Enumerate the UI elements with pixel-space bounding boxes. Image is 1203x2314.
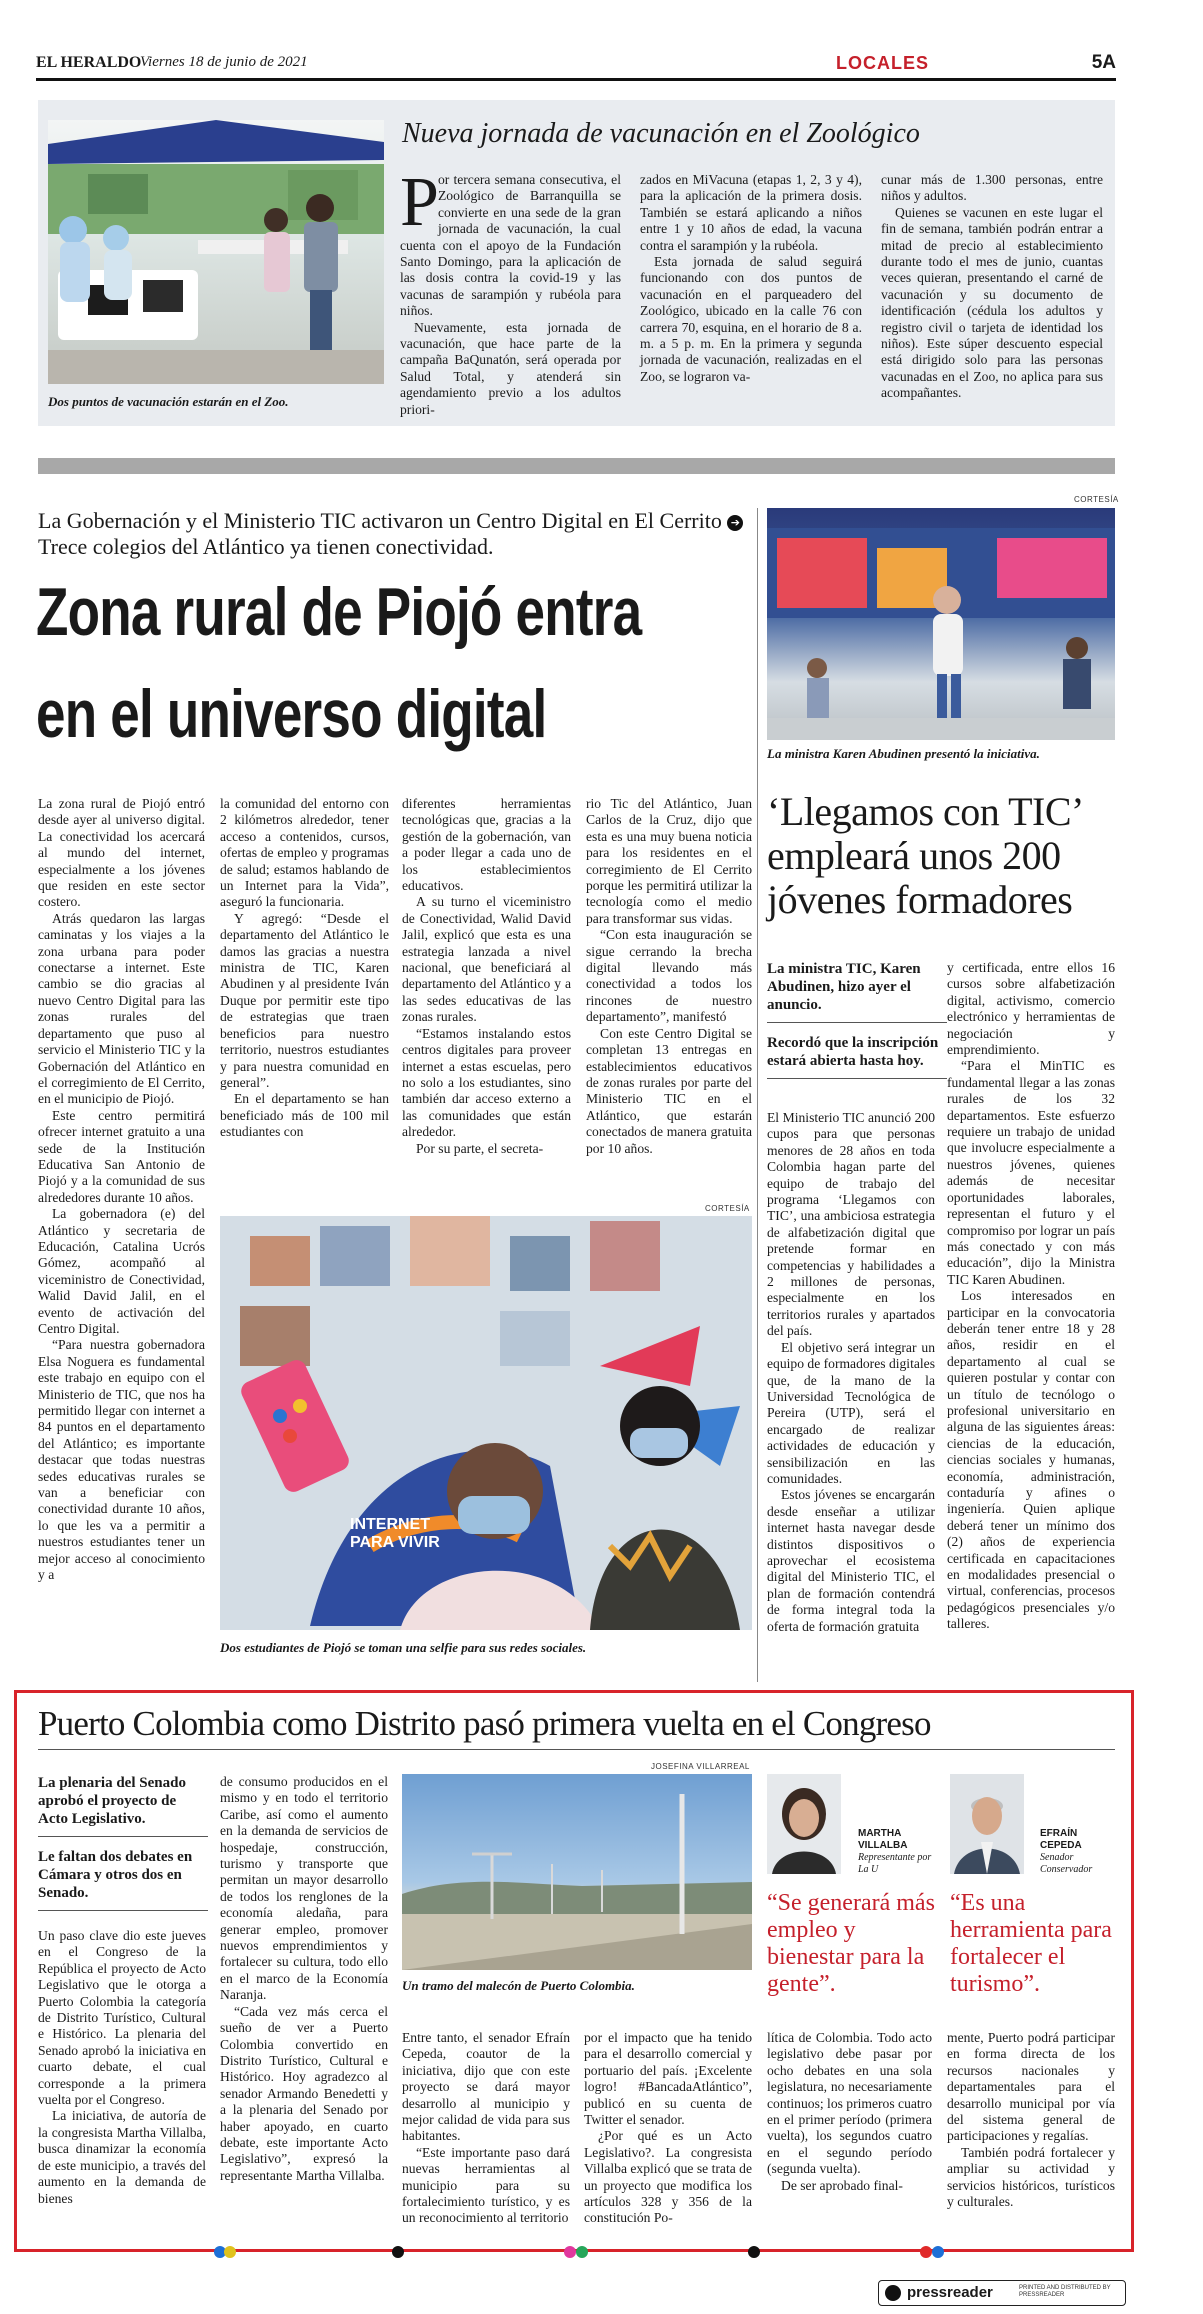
puerto-col-5 — [767, 2030, 932, 2194]
puerto-col3-p1: Entre tanto, el senador Efraín Cepeda, coautor de la iniciativa, dijo que con este proyecto se dará mayor desarrollo al municipio y mejor calidad de vida para sus habitantes. — [402, 2030, 570, 2144]
tic-col-1 — [767, 1110, 935, 1635]
piojo-col4-p3: Con este Centro Digital se completan 13 entregas en establecimientos educativos de zonas rurales por parte del Ministerio TIC en el Atlántico, que estarán conectados de manera gratuita por 10 años. — [586, 1025, 752, 1156]
puerto-photo-credit: JOSEFINA VILLARREAL — [651, 1762, 750, 1771]
zoo-col2-p2: Esta jornada de salud seguirá funcionando con dos puntos de vacunación en el parqueadero del Zoológico, ubicado en la calle 76 con carrera 70, esquina, en el horario de 8 a. m. a 5 p. m. En la primera y segunda jornada de vacunación, realizadas en el Zoo, se lograron va- — [640, 254, 862, 384]
page-number: 5A — [1091, 52, 1116, 73]
registration-dot — [564, 2246, 576, 2258]
puerto-col-1 — [38, 1928, 206, 2207]
puerto-col2-p2: “Cada vez más cerca el sueño de ver a Puerto Colombia convertido en Distrito Turístico, Cultural e Histórico. Hoy agradezco al senador Armando Benedetti y a la plenaria del Senado por haber apoyado, en cuarto debate, este importante Acto Legislativo”, expresó la representante Martha Villalba. — [220, 2003, 388, 2183]
piojo-col3-p4: Por su parte, el secreta- — [416, 1140, 544, 1156]
tic-headline: ‘Llegamos con TIC’ empleará unos 200 jóvenes formadores — [767, 789, 1081, 922]
puerto-col1-p1: Un paso clave dio este jueves en el Congreso de la República el proyecto de Acto Legislativo que le otorga a Puerto Colombia la categoría de Distrito Turístico, Cultural e Histórico. La plenaria del Senado aprobó la iniciativa en cuarto debate, el cual corresponde a la primera vuelta por el Congreso. — [38, 1928, 206, 2108]
piojo-col1-p2: Atrás quedaron las largas caminatas y los viajes a la zona urbana para poder conectarse a internet. Este cambio se dio gracias al nuevo Centro Digital para las zonas rurales del departamento que puso al servicio el Ministerio TIC y la Gobernación del Atlántico en el corregimiento de El Cerrito, en el municipio de Piojó. — [38, 910, 205, 1107]
piojo-col3-p2: A su turno el viceministro de Conectividad, Walid David Jalil, explicó que esta es una estrategia lanzada a nivel nacional, que beneficiará al departamento del Atlántico y a las sedes educativas de las zonas rurales. — [402, 894, 571, 1025]
piojo-col-3 — [402, 796, 571, 1157]
masthead — [36, 50, 1116, 81]
zoo-title: Nueva jornada de vacunación en el Zoológico — [402, 118, 920, 149]
pressreader-icon — [885, 2285, 901, 2301]
cepeda-role: Senador Conservador — [1040, 1852, 1093, 1875]
tic-lead-1: La ministra TIC, Karen Abudinen, hizo ayer el anuncio. — [767, 960, 947, 1023]
piojo-col3-p3: “Estamos instalando estos centros digitales para proveer internet a estas escuelas, pero no solo a los estudiantes, sino también dar acceso externo a las comunidades que están alrededor. — [402, 1025, 571, 1140]
piojo-col2-p1: la comunidad del entorno con 2 kilómetros alrededor, tener acceso a contenidos, cursos, ofertas de empleo y programas de salud; estamos hablando de un Internet para la Vida”, aseguró la funcionaria. — [220, 796, 389, 910]
puerto-col3-p2: “Este importante paso dará nuevas herramientas al municipio para su fortalecimiento turístico, y es un reconocimiento al territorio — [402, 2144, 570, 2226]
villalba-photo — [767, 1774, 841, 1874]
minister-photo — [767, 508, 1115, 740]
registration-dot — [224, 2246, 236, 2258]
villalba-quote: “Se generará más empleo y bienestar para la gente”. — [767, 1890, 935, 1997]
puerto-col1-p2: La iniciativa, de autoría de la congresista Martha Villalba, busca dinamizar la economía de este municipio, a través del aumento en la demanda de bienes — [38, 2108, 206, 2206]
zoo-col2-p1: zados en MiVacuna (etapas 1, 2, 3 y 4), para la aplicación de la primera dosis. También se estará aplicando a niños entre 1 y 10 años de edad, la vacuna contra el sarampión y la rubéola. — [640, 172, 862, 253]
registration-marks — [0, 2244, 1203, 2260]
registration-dot — [392, 2246, 404, 2258]
puerto-col-2 — [220, 1774, 388, 2184]
registration-dot — [920, 2246, 932, 2258]
piojo-headline-1: Zona rural de Piojó entra — [36, 574, 642, 650]
piojo-kicker — [38, 508, 756, 560]
zoo-col-3 — [881, 172, 1103, 402]
minister-caption: La ministra Karen Abudinen presentó la iniciativa. — [767, 746, 1040, 761]
villalba-name: MARTHA VILLALBA — [858, 1828, 908, 1851]
arrow-circle-icon: ➔ — [727, 515, 743, 531]
zoo-col1-p1: or tercera semana consecutiva, el Zoológico de Barranquilla se convierte en una sede de la gran jornada de vacunación, la cual cuenta con el apoyo de la Fundación Santo Domingo, para la aplicación de las dosis contra la covid-19 y las vacunas de sarampión y rubéola para niños. — [400, 172, 621, 319]
piojo-col-1 — [38, 796, 205, 1584]
zoo-panel — [38, 100, 1115, 426]
puerto-lead-2: Le faltan dos debates en Cámara y otros dos en Senado. — [38, 1848, 208, 1911]
registration-dot — [576, 2246, 588, 2258]
zoo-col-2 — [640, 172, 862, 385]
registration-dot — [932, 2246, 944, 2258]
piojo-credit-top: CORTESÍA — [1074, 495, 1119, 504]
zoo-photo — [48, 120, 384, 384]
cepeda-name: EFRAÍN CEPEDA — [1040, 1828, 1082, 1851]
piojo-kicker-a: La Gobernación y el Ministerio TIC activaron un Centro Digital en El Cerrito — [38, 508, 722, 533]
selfie-photo — [220, 1216, 752, 1630]
puerto-col2-p1: de consumo producidos en el mismo y en todo el territorio Caribe, así como el aumento en la demanda de servicios de hospedaje, construcción, turismo y transporte que permitan un mayor desarrollo de todos los renglones de la economía aledaña, para generar empleo, promover nuevos emprendimientos y fortalecer su cultura, todo ello en el marco de la Economía Naranja. — [220, 1774, 388, 2003]
piojo-credit-mid: CORTESÍA — [705, 1204, 750, 1213]
puerto-col5-p2: De ser aprobado final- — [781, 2177, 903, 2193]
puerto-rule — [38, 1749, 1115, 1750]
selfie-caption: Dos estudiantes de Piojó se toman una selfie para sus redes sociales. — [220, 1640, 587, 1655]
puerto-col-6 — [947, 2030, 1115, 2210]
piojo-col1-p4: La gobernadora (e) del Atlántico y secretaria de Educación, Catalina Ucrós Gómez, acompañó al viceministro de Conectividad, Walid David Jalil, en el evento de activación del Centro Digital. — [38, 1206, 205, 1336]
piojo-col1-p5: “Para nuestra gobernadora Elsa Noguera es fundamental este trabajo en equipo con el Ministerio de TIC, que nos ha permitido llegar con internet a 84 puntos en el departamento del Atlántico; es importante destacar que todas nuestras sedes educativas rurales se van a beneficiar con conectividad durante 10 años, lo que les va a permitir a nuestros estudiantes tener un mejor acceso al conocimiento y a — [38, 1337, 205, 1583]
cepeda-quote: “Es una herramienta para fortalecer el turismo”. — [950, 1890, 1112, 1997]
puerto-col-4 — [584, 2030, 752, 2227]
registration-dot — [748, 2246, 760, 2258]
piojo-vrule — [757, 508, 758, 1682]
malecon-caption: Un tramo del malecón de Puerto Colombia. — [402, 1978, 635, 1993]
tic-col1-p1: El Ministerio TIC anunció 200 cupos para que personas menores de 28 años en toda Colombia hagan parte del equipo de trabajo del programa ‘Llegamos con TIC’, una ambiciosa estrategia de alfabetización digital que pretende formar en competencias y habilidades a 2 millones de personas, especialmente en los territorios rurales y apartados del país. — [767, 1110, 935, 1339]
piojo-col4-p2: “Con esta inauguración se sigue cerrando la brecha digital llevando más conectividad a todos los rincones de nuestro departamento”, manifestó — [586, 927, 752, 1025]
puerto-col6-p1: mente, Puerto podrá participar en forma directa de los recursos nacionales y departamentales para el desarrollo municipal por vía del sistema general de participaciones y regalías. — [947, 2030, 1115, 2144]
puerto-lead-1: La plenaria del Senado aprobó el proyecto de Acto Legislativo. — [38, 1774, 208, 1837]
piojo-col2-p2: Y agregó: “Desde el departamento del Atlántico le damos las gracias a nuestra ministra de TIC, Karen Abudinen y al presidente Iván Duque por permitir este tipo de estrategias que traen beneficios para nuestro territorio, nuestros estudiantes y para nuestra comunidad en general”. — [220, 910, 389, 1090]
zoo-col3-p2: Quienes se vacunen en este lugar el fin de semana, también podrán entrar a mitad de precio al establecimiento durante todo el mes de junio, cuantas veces quieran, presentando el carné de vacunación y su documento de identificación (cédula los adultos y registro civil o tarjeta de identidad los niños). Este súper descuento especial está dirigido solo para las personas vacunadas en el Zoo, no aplica para sus acompañantes. — [881, 204, 1103, 401]
piojo-col1-p1: La zona rural de Piojó entró desde ayer al universo digital. La conectividad los acercará al mundo del internet, especialmente a los jóvenes que residen en este sector costero. — [38, 796, 205, 910]
pressreader-brand: pressreader — [907, 2284, 993, 2301]
pressreader-badge[interactable] — [878, 2280, 1126, 2306]
tic-col2-p3: Los interesados en participar en la convocatoria deberán tener entre 18 y 28 años, residir en el departamento al cual se quieren postular y contar con un título de tecnólogo o profesional universitario en alguna de las siguientes áreas: ciencias de la educación, ciencias sociales y humanas, economía, administración, contaduría y afines o ingeniería. Quien aplique deberá tener un mínimo dos (2) años de experiencia certificada en capacitaciones en modalidades presencial o virtual, conferencias, procesos pedagógicos presenciales y/o talleres. — [947, 1288, 1115, 1632]
puerto-col6-p2: También podrá fortalecer y ampliar su actividad y servicios históricos, turísticos y culturales. — [947, 2144, 1115, 2210]
piojo-col4-p1: rio Tic del Atlántico, Juan Carlos de la Cruz, dijo que esta es una muy buena noticia para los residentes en el corregimiento de El Cerrito porque les permitirá utilizar la tecnología como el medio para transformar sus vidas. — [586, 796, 752, 926]
pressreader-fineprint: PRINTED AND DISTRIBUTED BY PRESSREADER — [1019, 2285, 1111, 2298]
tic-col1-p2: El objetivo será integrar un equipo de formadores digitales que, de la mano de la Universidad Tecnológica de Pereira (UTP), será el encargado de realizar actividades de educación y sensibilización en las comunidades. — [767, 1339, 935, 1486]
zoo-caption: Dos puntos de vacunación estarán en el Zoo. — [48, 394, 289, 409]
piojo-col-2 — [220, 796, 389, 1141]
tic-col1-p3: Estos jóvenes se encargarán desde enseñar a utilizar internet hasta navegar desde distintos dispositivos o aprovechar el ecosistema digital del Ministerio TIC, el plan de formación contendrá de forma integral toda la oferta de formación gratuita — [767, 1487, 935, 1634]
puerto-col-3 — [402, 2030, 570, 2227]
puerto-col5-p1: lítica de Colombia. Todo acto legislativo debe pasar por ocho debates en una sola legislatura, no necesariamente continuos; los primeros cuatro en el primer período (primera vuelta), los segundos cuatro en el segundo período (segunda vuelta). — [767, 2030, 932, 2177]
tic-col-2 — [947, 960, 1115, 1633]
piojo-col-4 — [586, 796, 752, 1157]
piojo-headline-2: en el universo digital — [36, 676, 547, 752]
piojo-kicker-b: Trece colegios del Atlántico ya tienen conectividad. — [38, 534, 494, 559]
villalba-role: Representante por La U — [858, 1852, 932, 1875]
paper-name: EL HERALDO — [36, 54, 142, 71]
puerto-col4-p1: por el impacto que ha tenido para el desarrollo comercial y portuario del país. ¡Excelente logro! #BancadaAtlántico”, publicó en su cuenta de Twitter el senador. — [584, 2030, 752, 2128]
tic-col2-p1: y certificada, entre ellos 16 cursos sobre alfabetización digital, activismo, comercio electrónico y herramientas de negociación y emprendimiento. — [947, 960, 1115, 1058]
tic-col2-p2: “Para el MinTIC es fundamental llegar a las zonas rurales de los 32 departamentos. Este esfuerzo requiere un trabajo de unidad que involucre especialmente a nuestros jóvenes, quienes además de necesitar oportunidades laborales, representan el futuro y el compromiso por lograr un país más conectado y con más educación”, dijo la Ministra TIC Karen Abudinen. — [947, 1058, 1115, 1287]
zoo-col3-p1: cunar más de 1.300 personas, entre niños y adultos. — [881, 172, 1103, 204]
puerto-col4-p2: ¿Por qué es un Acto Legislativo?. La congresista Villalba explicó que se trata de un proyecto que modifica los artículos 328 y 356 de la constitución Po- — [584, 2128, 752, 2226]
section-name: LOCALES — [836, 53, 930, 73]
puerto-headline: Puerto Colombia como Distrito pasó primera vuelta en el Congreso — [38, 1704, 931, 1743]
zoo-col-1 — [400, 164, 621, 418]
banner-text: INTERNET PARA VIVIR — [350, 1516, 440, 1551]
piojo-col2-p3: En el departamento se han beneficiado más de 100 mil estudiantes con — [220, 1091, 389, 1140]
piojo-col3-p1: diferentes herramientas tecnológicas que, gracias a la gestión de la gobernación, van a poder llegar a cada uno de los establecimientos educativos. — [402, 796, 571, 894]
tic-lead-2: Recordó que la inscripción estará abierta hasta hoy. — [767, 1034, 947, 1079]
malecon-photo — [402, 1774, 752, 1970]
issue-date: Viernes 18 de junio de 2021 — [140, 54, 308, 70]
zoo-col1-p2: Nuevamente, esta jornada de vacunación, que hace parte de la campaña BaQunatón, será operada por Salud Total, y atenderá sin agendamiento previo a los adultos priori- — [400, 319, 621, 417]
piojo-col1-p3: Este centro permitirá ofrecer internet gratuito a una sede de la Institución Educativa San Antonio de Piojó y a la comunidad de sus alrededores durante 10 años. — [38, 1107, 205, 1205]
zoo-dropcap: P — [400, 164, 439, 241]
cepeda-photo — [950, 1774, 1024, 1874]
section-divider — [38, 458, 1115, 474]
